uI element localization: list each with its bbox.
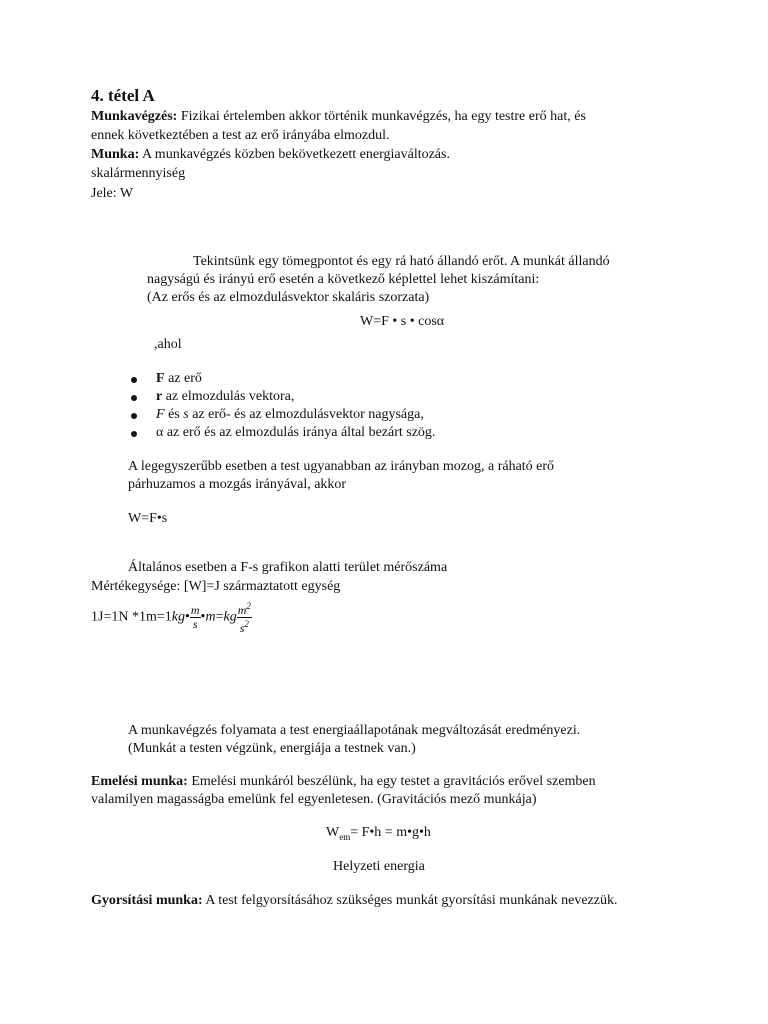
fraction-denominator: s (239, 621, 245, 635)
list-item-text: az erő (164, 371, 202, 386)
definition-text: A test felgyorsításához szükséges munkát gyorsítási munkának nevezzük. (202, 893, 618, 908)
term-label: Emelési munka: (91, 774, 188, 789)
page-title: 4. tétel A (91, 86, 155, 105)
ahol-text: ,ahol (154, 337, 182, 352)
fraction-numerator: m (190, 603, 200, 617)
formula-lifting-work (326, 824, 431, 846)
paragraph-line: A munkavégzés folyamata a test energiaállapotának megváltozását eredményezi. (128, 723, 581, 738)
definition-work-done (91, 108, 586, 126)
list-item (156, 370, 202, 388)
list-item-text: az elmozdulás vektora, (162, 389, 295, 404)
unit-line: Mértékegysége: [W]=J származtatott egység (91, 579, 341, 594)
exponent: 2 (244, 619, 249, 629)
fraction-m-over-s (190, 604, 201, 631)
term-label: Munka: (91, 147, 140, 162)
formula-text: kg (223, 609, 237, 625)
paragraph-line: (Munkát a testen végzünk, energiája a testnek van.) (128, 741, 416, 756)
definition-text-line2: valamilyen magasságba emelünk fel egyenletesen. (Gravitációs mező munkája) (91, 792, 537, 807)
list-item-symbol: F (156, 407, 165, 422)
list-item-text: és (164, 407, 184, 422)
fraction-m2-over-s2 (237, 600, 252, 635)
subscript: em (339, 831, 351, 842)
list-item-text: α az erő és az elmozdulás iránya által bezárt szög. (156, 425, 436, 440)
bullet-dot (131, 395, 137, 401)
fraction-numerator: m (237, 603, 247, 617)
formula-text: = F•h = m•g•h (350, 825, 431, 840)
bullet-dot (131, 413, 137, 419)
scalar-note: skalármennyiség (91, 166, 186, 181)
definition-work (91, 146, 450, 164)
definition-text-line2: ennek következtében a test az erő irányába elmozdul. (91, 128, 390, 143)
bullet-dot (131, 431, 137, 437)
formula-work: W=F • s • cosα (360, 314, 445, 329)
definition-text: A munkavégzés közben bekövetkezett energiaváltozás. (139, 147, 450, 162)
paragraph-line: Általános esetben a F-s grafikon alatti terület mérőszáma (128, 560, 448, 575)
bullet-dot (131, 377, 137, 383)
paragraph-line: A legegyszerűbb esetben a test ugyanabban az irányban mozog, a ráható erő (128, 459, 555, 474)
potential-energy-label: Helyzeti energia (333, 859, 425, 874)
paragraph-line: párhuzamos a mozgás irányával, akkor (128, 477, 347, 492)
paragraph-line: (Az erős és az elmozdulásvektor skaláris szorzata) (147, 290, 430, 305)
exponent: 2 (246, 601, 251, 611)
list-item (156, 406, 424, 424)
formula-text: m (205, 609, 216, 625)
formula-text: = (215, 609, 224, 625)
list-item (156, 424, 435, 442)
definition-text: Fizikai értelemben akkor történik munkavégzés, ha egy testre erő hat, és (177, 109, 586, 124)
list-item-symbol: F (156, 371, 165, 386)
unit-formula (91, 600, 252, 635)
definition-lifting-work (91, 773, 596, 791)
term-label: Munkavégzés: (91, 109, 178, 124)
formula-text: kg (171, 609, 185, 625)
list-item-symbol: r (156, 389, 163, 404)
formula-text: • (184, 609, 190, 625)
paragraph-line: Tekintsünk egy tömegpontot és egy rá ható állandó erőt. A munkát állandó (193, 254, 610, 269)
fraction-denominator: s (192, 617, 198, 631)
formula-text: • (200, 609, 206, 625)
paragraph-line: nagyságú és irányú erő esetén a következő képlettel lehet kiszámítani: (147, 272, 540, 287)
list-item-symbol: s (183, 407, 189, 422)
formula-text: W (326, 825, 340, 840)
formula-simple-work: W=F•s (128, 511, 168, 526)
term-label: Gyorsítási munka: (91, 893, 203, 908)
definition-text: Emelési munkáról beszélünk, ha egy testet a gravitációs erővel szemben (187, 774, 596, 789)
formula-text: 1J=1N *1m=1 (91, 609, 172, 625)
definition-acceleration-work (91, 892, 617, 910)
list-item-text: az erő- és az elmozdulásvektor nagysága, (188, 407, 424, 422)
symbol-note: Jele: W (91, 186, 134, 201)
list-item (156, 388, 294, 406)
